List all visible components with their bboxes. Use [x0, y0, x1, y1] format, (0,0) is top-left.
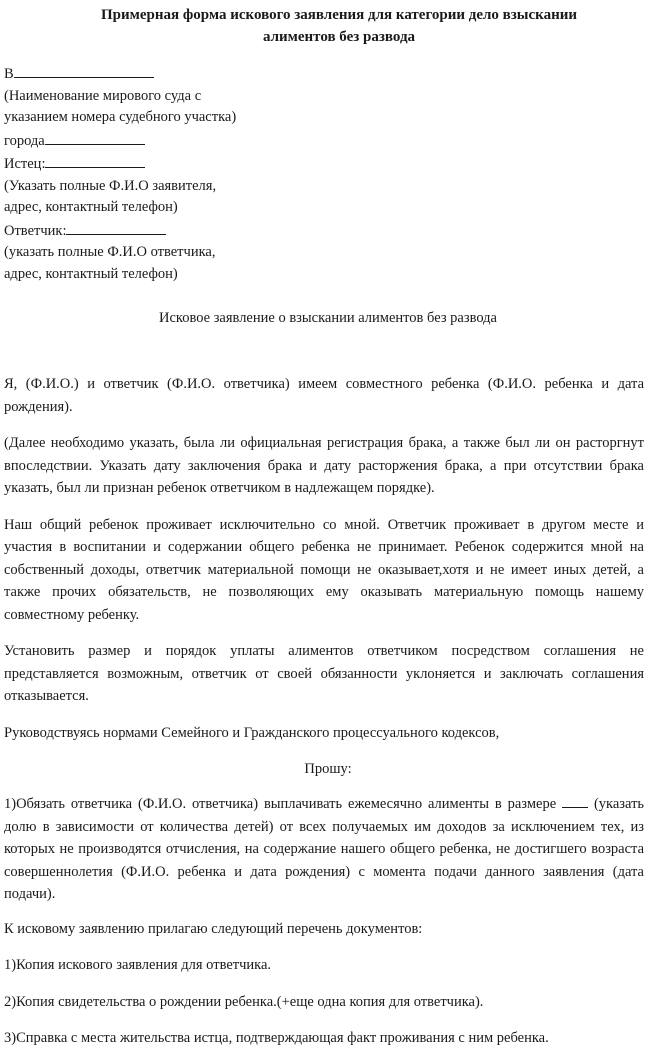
addressee-block [4, 62, 644, 285]
court-hint-2: указанием номера судебного участка) [4, 109, 237, 125]
defendant-line [4, 219, 644, 243]
defendant-blank [66, 219, 166, 235]
attachment-item: 2)Копия свидетельства о рождении ребенка.(+еще одна копия для ответчика). [4, 993, 484, 1010]
attachment-item: 1)Копия искового заявления для ответчика. [4, 957, 272, 973]
court-line [4, 62, 644, 86]
claim-heading: Исковое заявление о взыскании алиментов без развода [159, 310, 497, 326]
paragraph-request [4, 792, 644, 906]
paragraph-marriage-info: (Далее необходимо указать, была ли официальная регистрация брака, а также был ли он расторгнут впоследствии. Указать дату заключения брака и дату расторжения брака, а при отсутствии брака указать, был ли признан ребенок ответчиком в надлежащем порядке). [4, 435, 644, 496]
court-blank [14, 62, 154, 78]
paragraph-parties: Я, (Ф.И.О.) и ответчик (Ф.И.О. ответчика) имеем совместного ребенка (Ф.И.О. ребенка и дата рождения). [4, 376, 644, 415]
attachment-item: 3)Справка с места жительства истца, подтверждающая факт проживания с ним ребенка. [4, 1030, 549, 1046]
plaintiff-hint-2: адрес, контактный телефон) [4, 199, 178, 215]
defendant-hint-2: адрес, контактный телефон) [4, 265, 178, 282]
document-title: Примерная форма искового заявления для категории дело взыскании алиментов без развода [100, 7, 578, 45]
request-text-before: 1)Обязать ответчика (Ф.И.О. ответчика) выплачивать ежемесячно алименты в размере [4, 796, 557, 812]
request-heading: Прошу: [304, 761, 352, 777]
amount-blank [562, 792, 588, 808]
paragraph-child-residence: Наш общий ребенок проживает исключительно со мной. Ответчик проживает в другом месте и участия в воспитании и содержании общего ребенка не принимает. Ребенок содержится мной на собственный доходы, ответчик материальной помощи не оказывает,хотя и не имеет иных детей, а также прочих обязательств, не позволяющих ему оказывать материальную помощь нашему совместному ребенку. [4, 516, 644, 623]
plaintiff-line [4, 152, 644, 176]
attachments-intro: К исковому заявлению прилагаю следующий перечень документов: [4, 920, 423, 937]
city-blank [45, 129, 145, 145]
city-label: города [4, 132, 45, 149]
request-text-after: (указать долю в зависимости от количества детей) от всех получаемых им доходов за исключением тех, из которых не производятся отчисления, на содержание нашего общего ребенка, не достигшего возраста совершеннолетия (Ф.И.О. ребенка и дата рождения) с момента подачи данного заявления (дата подачи). [4, 796, 645, 902]
plaintiff-hint-1: (Указать полные Ф.И.О заявителя, [4, 177, 217, 194]
plaintiff-blank [45, 152, 145, 168]
paragraph-legal-basis: Руководствуясь нормами Семейного и Гражданского процессуального кодексов, [4, 724, 500, 741]
paragraph-agreement: Установить размер и порядок уплаты алиментов ответчиком посредством соглашения не представляется возможным, ответчик от своей обязанности уклоняется и заключать соглашения отказывается. [4, 643, 644, 704]
court-prefix: В [4, 66, 14, 82]
defendant-label: Ответчик: [4, 222, 67, 239]
city-line [4, 129, 644, 153]
court-hint-1: (Наименование мирового суда с [4, 87, 202, 104]
plaintiff-label: Истец: [4, 156, 46, 172]
defendant-hint-1: (указать полные Ф.И.О ответчика, [4, 244, 216, 260]
